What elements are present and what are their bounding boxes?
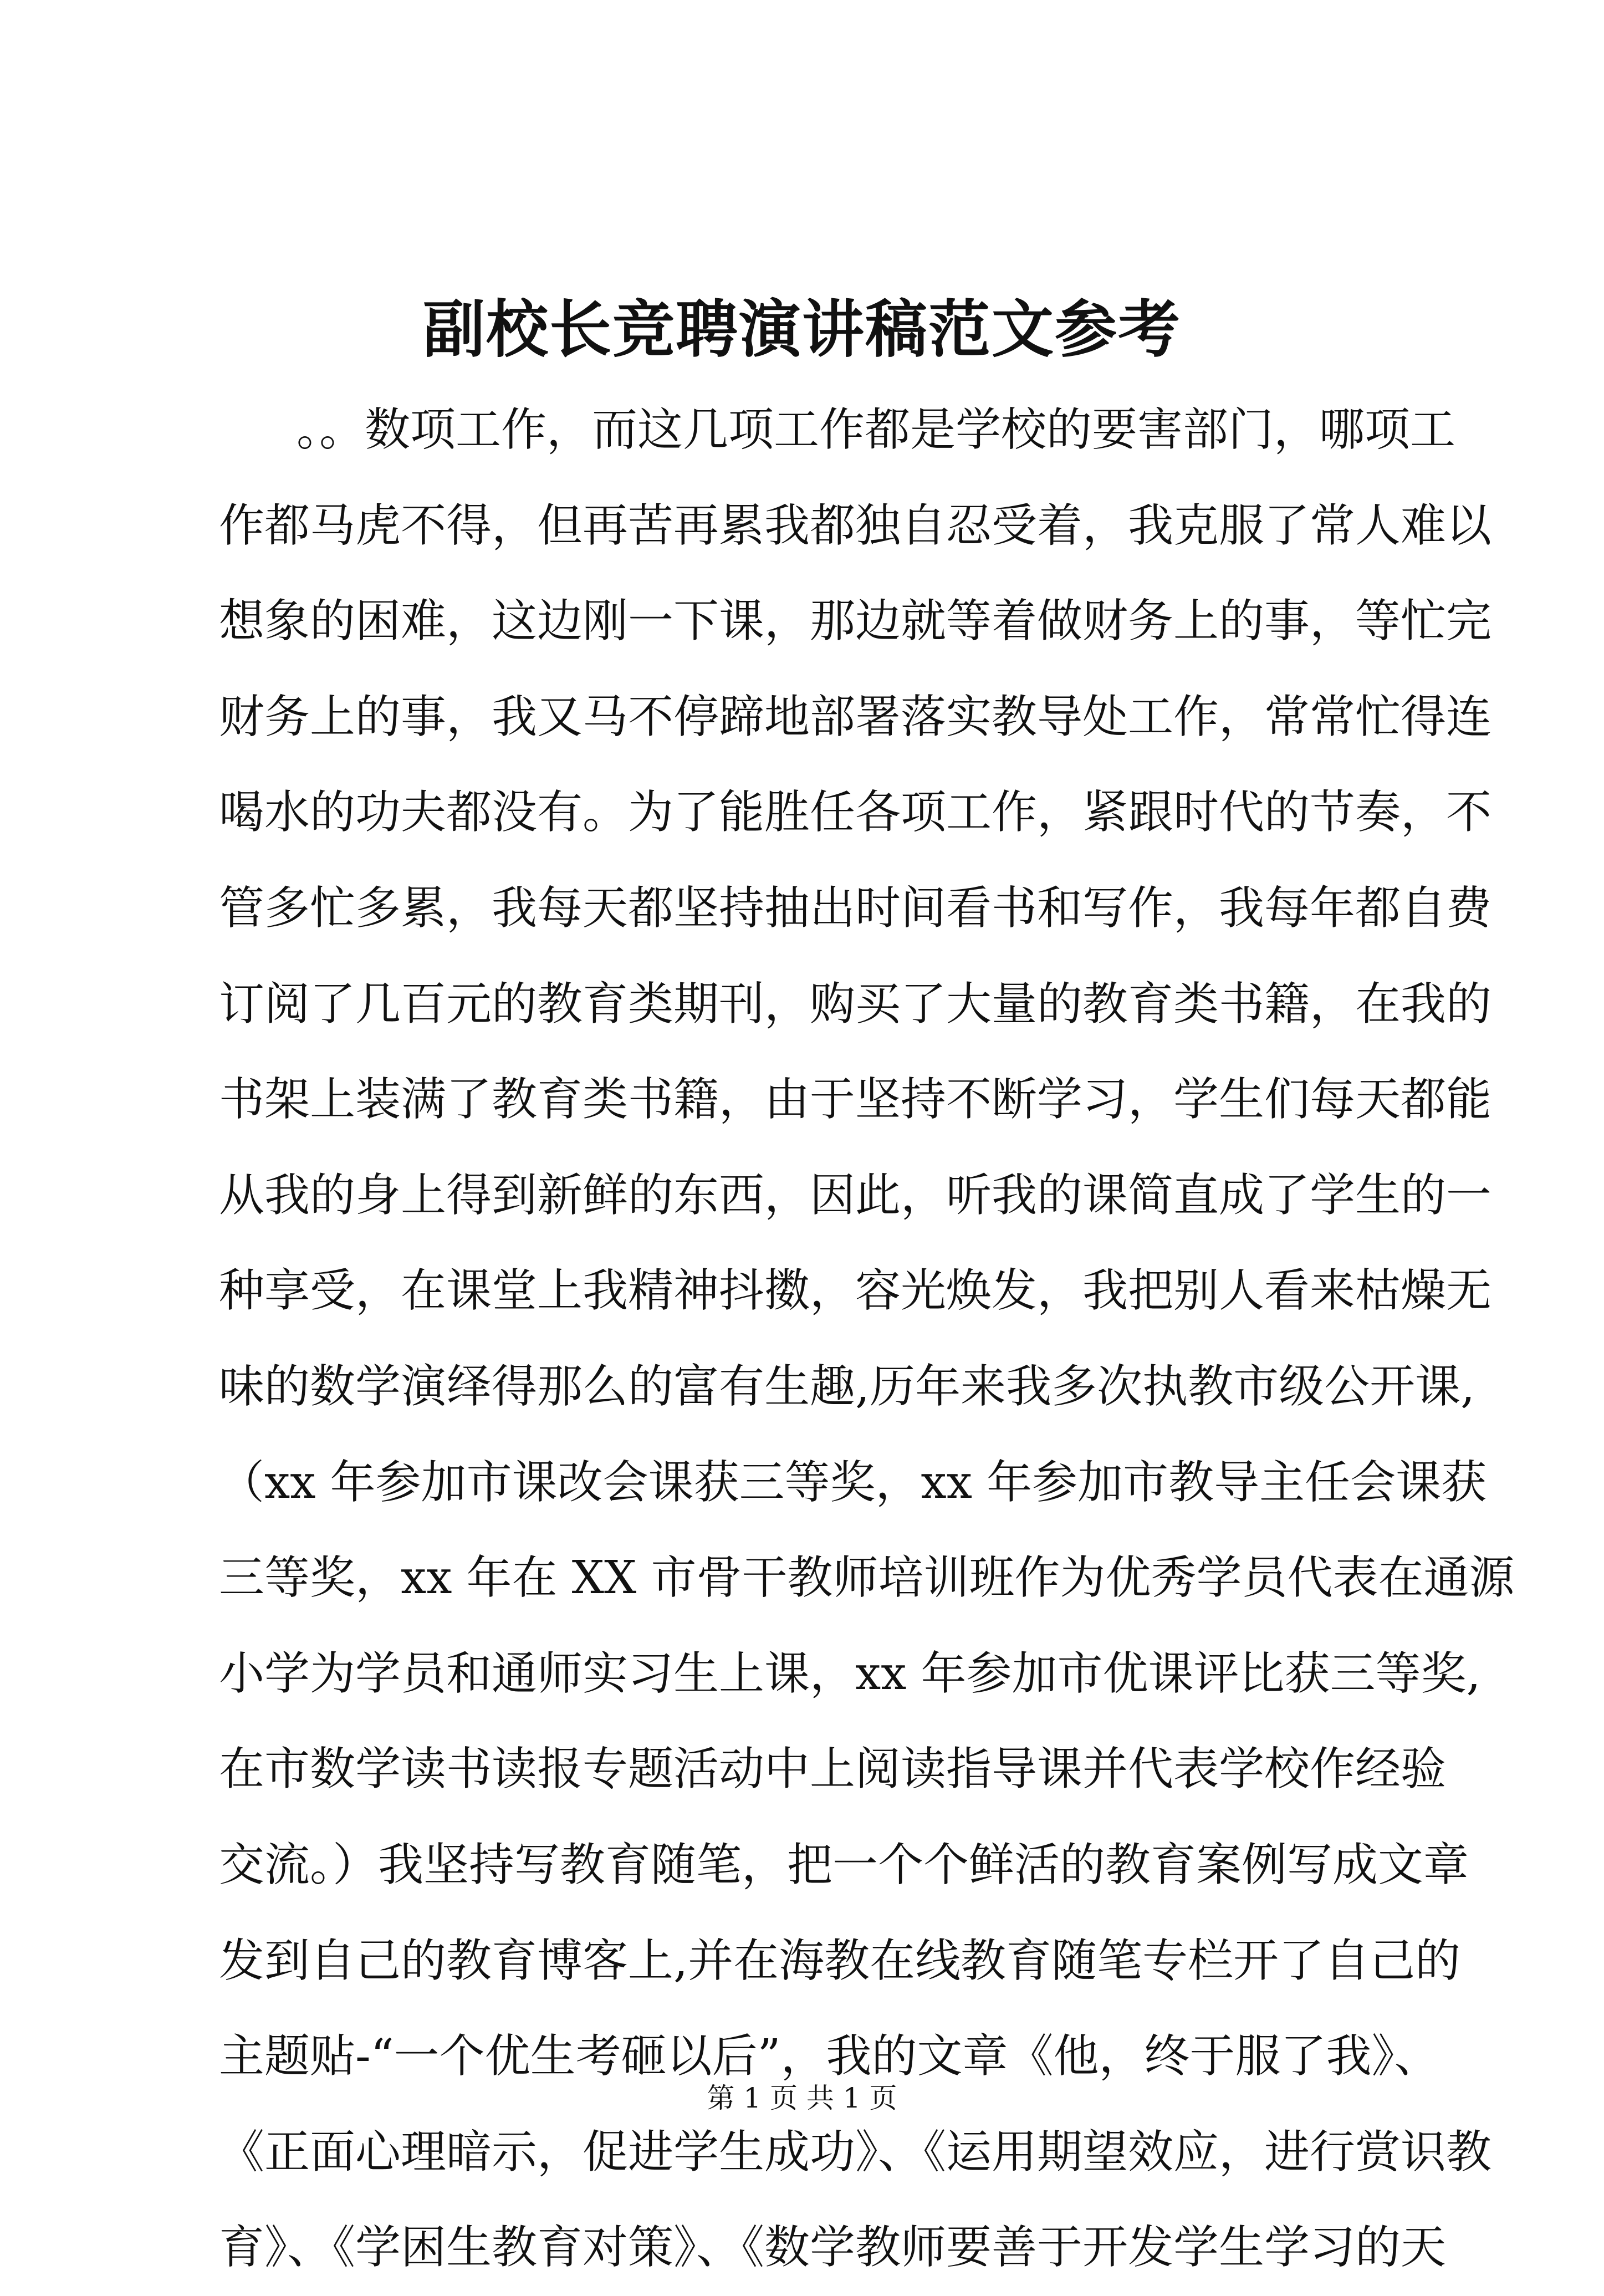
paragraph-line: 在市数学读书读报专题活动中上阅读指导课并代表学校作经验: [219, 1743, 1447, 1796]
document-title: 副校长竞聘演讲稿范文参考: [423, 293, 1181, 366]
paragraph-line: 《正面心理暗示，促进学生成功》、《运用期望效应，进行赏识教: [219, 2125, 1492, 2178]
paragraph-line: 主题贴-“一个优生考砸以后”，我的文章《他，终于服了我》、: [219, 2030, 1440, 2083]
paragraph-line: 订阅了几百元的教育类期刊，购买了大量的教育类书籍，在我的: [219, 977, 1492, 1030]
paragraph-line: 从我的身上得到新鲜的东西，因此，听我的课简直成了学生的一: [219, 1169, 1492, 1222]
paragraph-line: 小学为学员和通师实习生上课，xx 年参加市优课评比获三等奖,: [219, 1647, 1481, 1700]
page-number-footer: 第 1 页 共 1 页: [707, 2082, 897, 2114]
paragraph-line: 。。数项工作，而这几项工作都是学校的要害部门，哪项工: [297, 404, 1456, 456]
paragraph-line: 三等奖，xx 年在 XX 市骨干教师培训班作为优秀学员代表在通源: [219, 1552, 1515, 1605]
paragraph-line: 书架上装满了教育类书籍，由于坚持不断学习，学生们每天都能: [219, 1073, 1492, 1126]
paragraph-line: 喝水的功夫都没有。为了能胜任各项工作，紧跟时代的节奏，不: [219, 786, 1492, 839]
paragraph-line: 作都马虎不得，但再苦再累我都独自忍受着，我克服了常人难以: [219, 499, 1492, 552]
paragraph-line: 管多忙多累，我每天都坚持抽出时间看书和写作，我每年都自费: [219, 881, 1492, 935]
paragraph-line: 育》、《学困生教育对策》、《数学教师要善于开发学生学习的天: [219, 2221, 1447, 2274]
paragraph-line: 味的数学演绎得那么的富有生趣,历年来我多次执教市级公开课,: [219, 1360, 1475, 1413]
paragraph-line: 交流。）我坚持写教育随笔，把一个个鲜活的教育案例写成文章: [219, 1838, 1469, 1891]
paragraph-line: 种享受，在课堂上我精神抖擞，容光焕发，我把别人看来枯燥无: [219, 1264, 1492, 1318]
paragraph-line: 想象的困难，这边刚一下课，那边就等着做财务上的事，等忙完: [219, 595, 1492, 648]
paragraph-line: 发到自己的教育博客上,并在海教在线教育随笔专栏开了自己的: [219, 1934, 1461, 1987]
document-body: [219, 382, 1515, 2296]
paragraph-line: 财务上的事，我又马不停蹄地部署落实教导处工作，常常忙得连: [219, 690, 1492, 743]
paragraph-line: （xx 年参加市课改会课获三等奖，xx 年参加市教导主任会课获: [219, 1456, 1487, 1509]
